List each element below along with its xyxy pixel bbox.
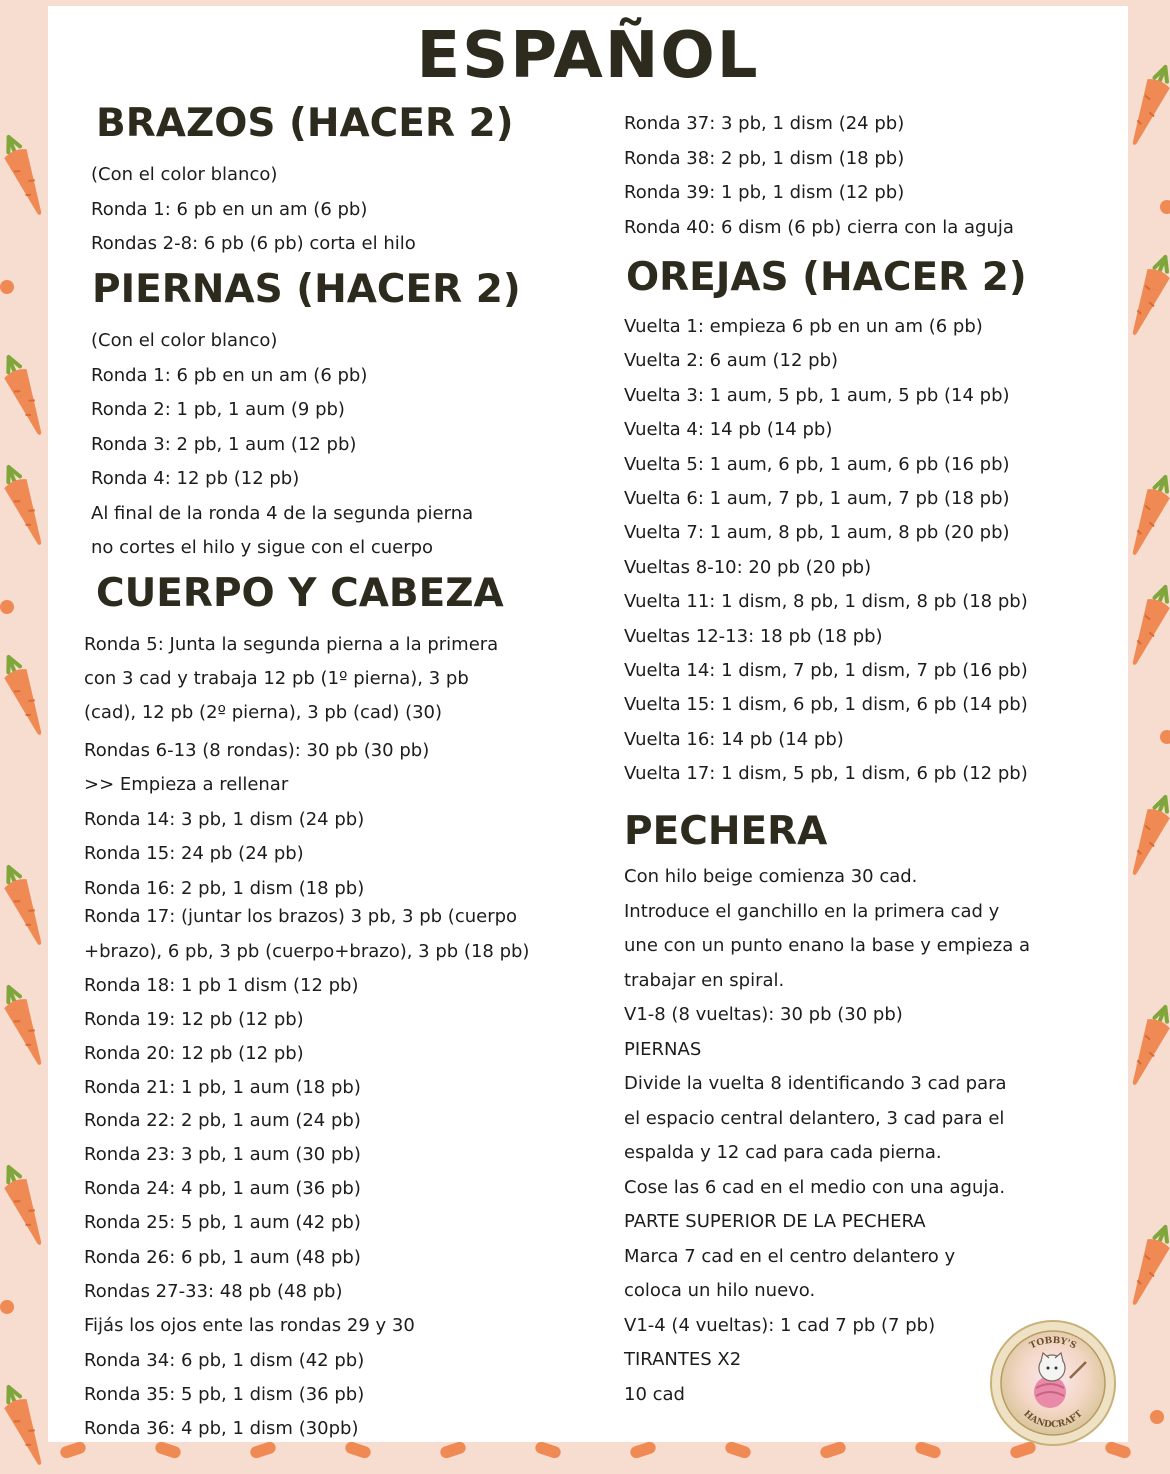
instruction-line: PARTE SUPERIOR DE LA PECHERA [624,1211,926,1232]
instruction-line: (Con el color blanco) [91,330,278,351]
instruction-line: TIRANTES X2 [624,1349,742,1370]
carrot-icon [59,1440,87,1459]
instruction-line: V1-4 (4 vueltas): 1 cad 7 pb (7 pb) [624,1314,936,1336]
recipe-card [48,6,1128,1442]
carrot-icon [724,1440,752,1459]
instruction-line: Vuelta 5: 1 aum, 6 pb, 1 aum, 6 pb (16 pb) [624,453,1010,475]
instruction-line: Ronda 37: 3 pb, 1 dism (24 pb) [624,113,905,134]
instruction-line: Ronda 15: 24 pb (24 pb) [84,843,304,864]
carrot-icon [154,1440,182,1459]
section-heading-brazos: BRAZOS (HACER 2) [96,101,514,146]
carrot-icon [249,1440,277,1459]
instruction-line: Vuelta 2: 6 aum (12 pb) [624,350,839,372]
instruction-line: Cose las 6 cad en el medio con una aguja. [624,1176,1006,1198]
instruction-line: Ronda 1: 6 pb en un am (6 pb) [91,198,368,220]
instruction-line: Ronda 24: 4 pb, 1 aum (36 pb) [84,1178,361,1199]
instruction-line: Vueltas 8-10: 20 pb (20 pb) [624,556,872,578]
instruction-line: Ronda 16: 2 pb, 1 dism (18 pb) [84,878,365,899]
instruction-line: Ronda 19: 12 pb (12 pb) [84,1009,304,1030]
instruction-line: Vuelta 7: 1 aum, 8 pb, 1 aum, 8 pb (20 pb) [624,522,1010,544]
instruction-line: Con hilo beige comienza 30 cad. [624,866,918,887]
instruction-line: Ronda 34: 6 pb, 1 dism (42 pb) [84,1350,365,1371]
section-heading-cuerpo: CUERPO Y CABEZA [96,571,504,616]
instruction-line: Vuelta 6: 1 aum, 7 pb, 1 aum, 7 pb (18 pb) [624,488,1010,509]
instruction-line: Ronda 18: 1 pb 1 dism (12 pb) [84,975,359,996]
instruction-line: Ronda 17: (juntar los brazos) 3 pb, 3 pb (cuerpo [84,906,518,927]
instruction-line: Ronda 5: Junta la segunda pierna a la primera [84,634,499,655]
tobbys-handcraft-logo [988,1318,1118,1448]
instruction-line: Ronda 22: 2 pb, 1 aum (24 pb) [84,1110,361,1131]
instruction-line: Ronda 39: 1 pb, 1 dism (12 pb) [624,182,905,203]
carrot-icon [629,1440,657,1459]
section-heading-orejas: OREJAS (HACER 2) [626,255,1027,300]
instruction-line: coloca un hilo nuevo. [624,1280,816,1301]
instruction-line: V1-8 (8 vueltas): 30 pb (30 pb) [624,1004,903,1025]
instruction-line: PIERNAS [624,1038,702,1060]
decorative-dot [1160,730,1170,744]
instruction-line: Vuelta 16: 14 pb (14 pb) [624,728,844,750]
decorative-dot [0,1300,14,1314]
instruction-line: espalda y 12 cad para cada pierna. [624,1142,942,1163]
section-heading-piernas: PIERNAS (HACER 2) [92,267,521,312]
instruction-line: Ronda 25: 5 pb, 1 aum (42 pb) [84,1212,361,1233]
instruction-line: Vueltas 12-13: 18 pb (18 pb) [624,625,883,647]
instruction-line: Ronda 36: 4 pb, 1 dism (30pb) [84,1418,359,1439]
instruction-line: Vuelta 17: 1 dism, 5 pb, 1 dism, 6 pb (12 pb) [624,763,1028,785]
instruction-line: no cortes el hilo y sigue con el cuerpo [91,537,434,558]
carrot-icon [439,1440,467,1459]
instruction-line: une con un punto enano la base y empieza a [624,935,1030,956]
logo-badge-icon [988,1318,1118,1448]
instruction-line: Ronda 40: 6 dism (6 pb) cierra con la aguja [624,216,1014,238]
instruction-line: Vuelta 15: 1 dism, 6 pb, 1 dism, 6 pb (14 pb) [624,694,1028,716]
instruction-line: Rondas 6-13 (8 rondas): 30 pb (30 pb) [84,740,430,761]
section-heading-pechera: PECHERA [624,809,828,854]
instruction-line: Rondas 27-33: 48 pb (48 pb) [84,1281,343,1302]
instruction-line: Ronda 35: 5 pb, 1 dism (36 pb) [84,1384,365,1405]
page-title: ESPAÑOL [416,19,760,93]
instruction-line: Ronda 3: 2 pb, 1 aum (12 pb) [91,433,357,455]
instruction-line: Ronda 14: 3 pb, 1 dism (24 pb) [84,809,365,830]
instruction-line: Vuelta 1: empieza 6 pb en un am (6 pb) [624,316,983,337]
instruction-line: Vuelta 11: 1 dism, 8 pb, 1 dism, 8 pb (18 pb) [624,591,1028,613]
instruction-line: (cad), 12 pb (2º pierna), 3 pb (cad) (30) [84,702,443,723]
instruction-line: trabajar en spiral. [624,969,785,991]
instruction-line: Al final de la ronda 4 de la segunda pierna [91,502,474,524]
decorative-dot [0,600,14,614]
carrot-icon [914,1440,942,1459]
logo-top-text: TOBBY'S [1028,1335,1078,1352]
carrot-icon [344,1440,372,1459]
instruction-line: el espacio central delantero, 3 cad para el [624,1107,1005,1129]
decorative-dot [1150,1410,1164,1424]
instruction-line: Ronda 21: 1 pb, 1 aum (18 pb) [84,1077,361,1098]
carrot-icon [819,1440,847,1459]
instruction-line: Ronda 4: 12 pb (12 pb) [91,468,300,489]
instruction-line: Ronda 1: 6 pb en un am (6 pb) [91,364,368,386]
instruction-line: Marca 7 cad en el centro delantero y [624,1245,956,1267]
instruction-line: +brazo), 6 pb, 3 pb (cuerpo+brazo), 3 pb (18 pb) [84,941,530,962]
instruction-line: Rondas 2-8: 6 pb (6 pb) corta el hilo [91,233,416,254]
instruction-line: Fijás los ojos ente las rondas 29 y 30 [84,1315,415,1336]
instruction-line: Divide la vuelta 8 identificando 3 cad para [624,1073,1007,1094]
instruction-line: Ronda 26: 6 pb, 1 aum (48 pb) [84,1247,361,1268]
instruction-line: Ronda 20: 12 pb (12 pb) [84,1043,304,1064]
instruction-line: Vuelta 3: 1 aum, 5 pb, 1 aum, 5 pb (14 pb) [624,384,1010,406]
instruction-line: Vuelta 14: 1 dism, 7 pb, 1 dism, 7 pb (16 pb) [624,660,1028,681]
instruction-line: (Con el color blanco) [91,164,278,185]
decorative-dot [1160,200,1170,214]
instruction-line: 10 cad [624,1383,685,1405]
instruction-line: Ronda 2: 1 pb, 1 aum (9 pb) [91,399,345,420]
instruction-line: Introduce el ganchillo en la primera cad y [624,900,1000,922]
decorative-dot [0,280,14,294]
instruction-line: Vuelta 4: 14 pb (14 pb) [624,419,833,441]
instruction-line: >> Empieza a rellenar [84,774,289,795]
carrot-icon [534,1440,562,1459]
instruction-line: Ronda 38: 2 pb, 1 dism (18 pb) [624,147,905,169]
instruction-line: Ronda 23: 3 pb, 1 aum (30 pb) [84,1144,361,1165]
instruction-line: con 3 cad y trabaja 12 pb (1º pierna), 3 pb [84,668,469,689]
logo-bottom-text: HANDCRAFT [1021,1409,1085,1431]
